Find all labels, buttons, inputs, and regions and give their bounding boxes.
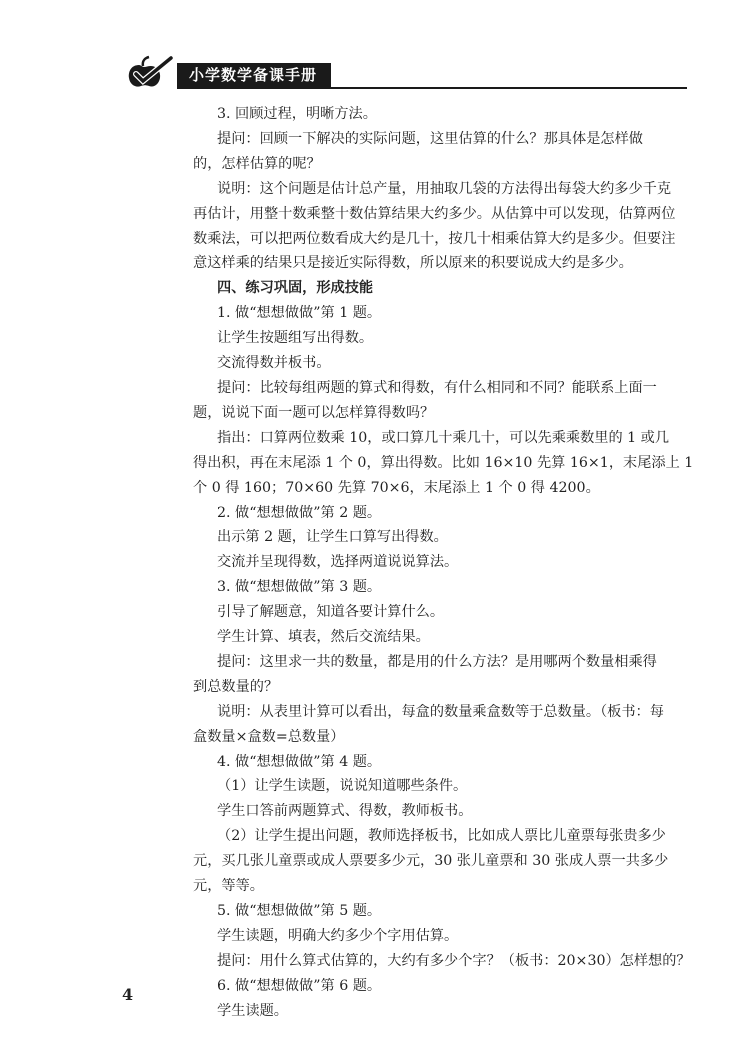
text-line: 元，等等。 [193, 878, 264, 895]
text-line: 5. 做“想想做做”第 5 题。 [217, 903, 382, 919]
text-line: 提问：这里求一共的数量，都是用的什么方法？是用哪两个数量相乘得 [217, 653, 657, 670]
text-line: 6. 做“想想做做”第 6 题。 [217, 977, 382, 994]
text-line: 提问：用什么算式估算的，大约有多少个字？（板书：20×30）怎样想的？ [217, 952, 691, 969]
text-line: 得出积，再在末尾添 1 个 0，算出得数。比如 16×10 先算 16×1，末尾添上 1 [193, 454, 694, 471]
text-line: 说明：这个问题是估计总产量，用抽取几袋的方法得出每袋大约多少千克 [217, 180, 672, 197]
text-line: 数乘法，可以把两位数看成大约是几十，按几十相乘估算大约是多少。但要注 [193, 230, 676, 247]
text-line: 题，说说下面一题可以怎样算得数吗？ [193, 404, 435, 421]
page-number: 4 [122, 985, 134, 1004]
text-line: 盒数量×盒数=总数量） [193, 728, 345, 745]
header-rule [177, 63, 687, 89]
section-heading: 四、练习巩固，形成技能 [217, 280, 374, 297]
text-line: 2. 做“想想做做”第 2 题。 [217, 504, 382, 521]
text-line: 再估计，用整十数乘整十数估算结果大约多少。从估算中可以发现，估算两位 [193, 205, 676, 222]
text-line: 说明：从表里计算可以看出，每盒的数量乘盒数等于总数量。（板书：每 [217, 703, 664, 720]
text-line: 提问：比较每组两题的算式和得数，有什么相同和不同？能联系上面一 [217, 379, 657, 396]
text-line: （1）让学生读题，说说知道哪些条件。 [217, 778, 468, 795]
text-line: 指出：口算两位数乘 10，或口算几十乘几十，可以先乘乘数里的 1 或几 [217, 429, 670, 446]
text-line: （2）让学生提出问题，教师选择板书，比如成人票比儿童票每张贵多少 [217, 828, 666, 845]
text-line: 意这样乘的结果只是接近实际得数，所以原来的积要说成大约是多少。 [193, 255, 633, 272]
text-line: 引导了解题意，知道各要计算什么。 [217, 604, 445, 621]
text-line: 交流并呈现得数，选择两道说说算法。 [217, 554, 459, 571]
text-line: 个 0 得 160；70×60 先算 70×6，末尾添上 1 个 0 得 4200。 [193, 479, 600, 496]
text-line: 的，怎样估算的呢？ [193, 155, 321, 172]
text-line: 学生读题。 [217, 1002, 288, 1019]
text-line: 学生计算、填表，然后交流结果。 [217, 629, 430, 646]
text-line: 到总数量的？ [193, 678, 279, 695]
text-line: 交流得数并板书。 [217, 355, 331, 372]
text-line: 3. 回顾过程，明晰方法。 [217, 106, 377, 122]
text-line: 学生口答前两题算式、得数，教师板书。 [217, 803, 473, 820]
page-body [193, 102, 694, 1024]
text-line: 4. 做“想想做做”第 4 题。 [217, 753, 382, 770]
text-line: 出示第 2 题，让学生口算写出得数。 [217, 529, 448, 546]
text-line: 元，买几张儿童票或成人票要多少元，30 张儿童票和 30 张成人票一共多少 [193, 853, 669, 870]
text-line: 让学生按题组写出得数。 [217, 330, 374, 347]
text-line: 学生读题，明确大约多少个字用估算。 [217, 927, 459, 944]
apple-checkmark-logo-icon [125, 55, 175, 89]
text-line: 提问：回顾一下解决的实际问题，这里估算的什么？那具体是怎样做 [217, 130, 643, 147]
text-line: 1. 做“想想做做”第 1 题。 [217, 305, 382, 322]
book-title: 小学数学备课手册 [177, 63, 331, 87]
text-line: 3. 做“想想做做”第 3 题。 [217, 579, 382, 596]
